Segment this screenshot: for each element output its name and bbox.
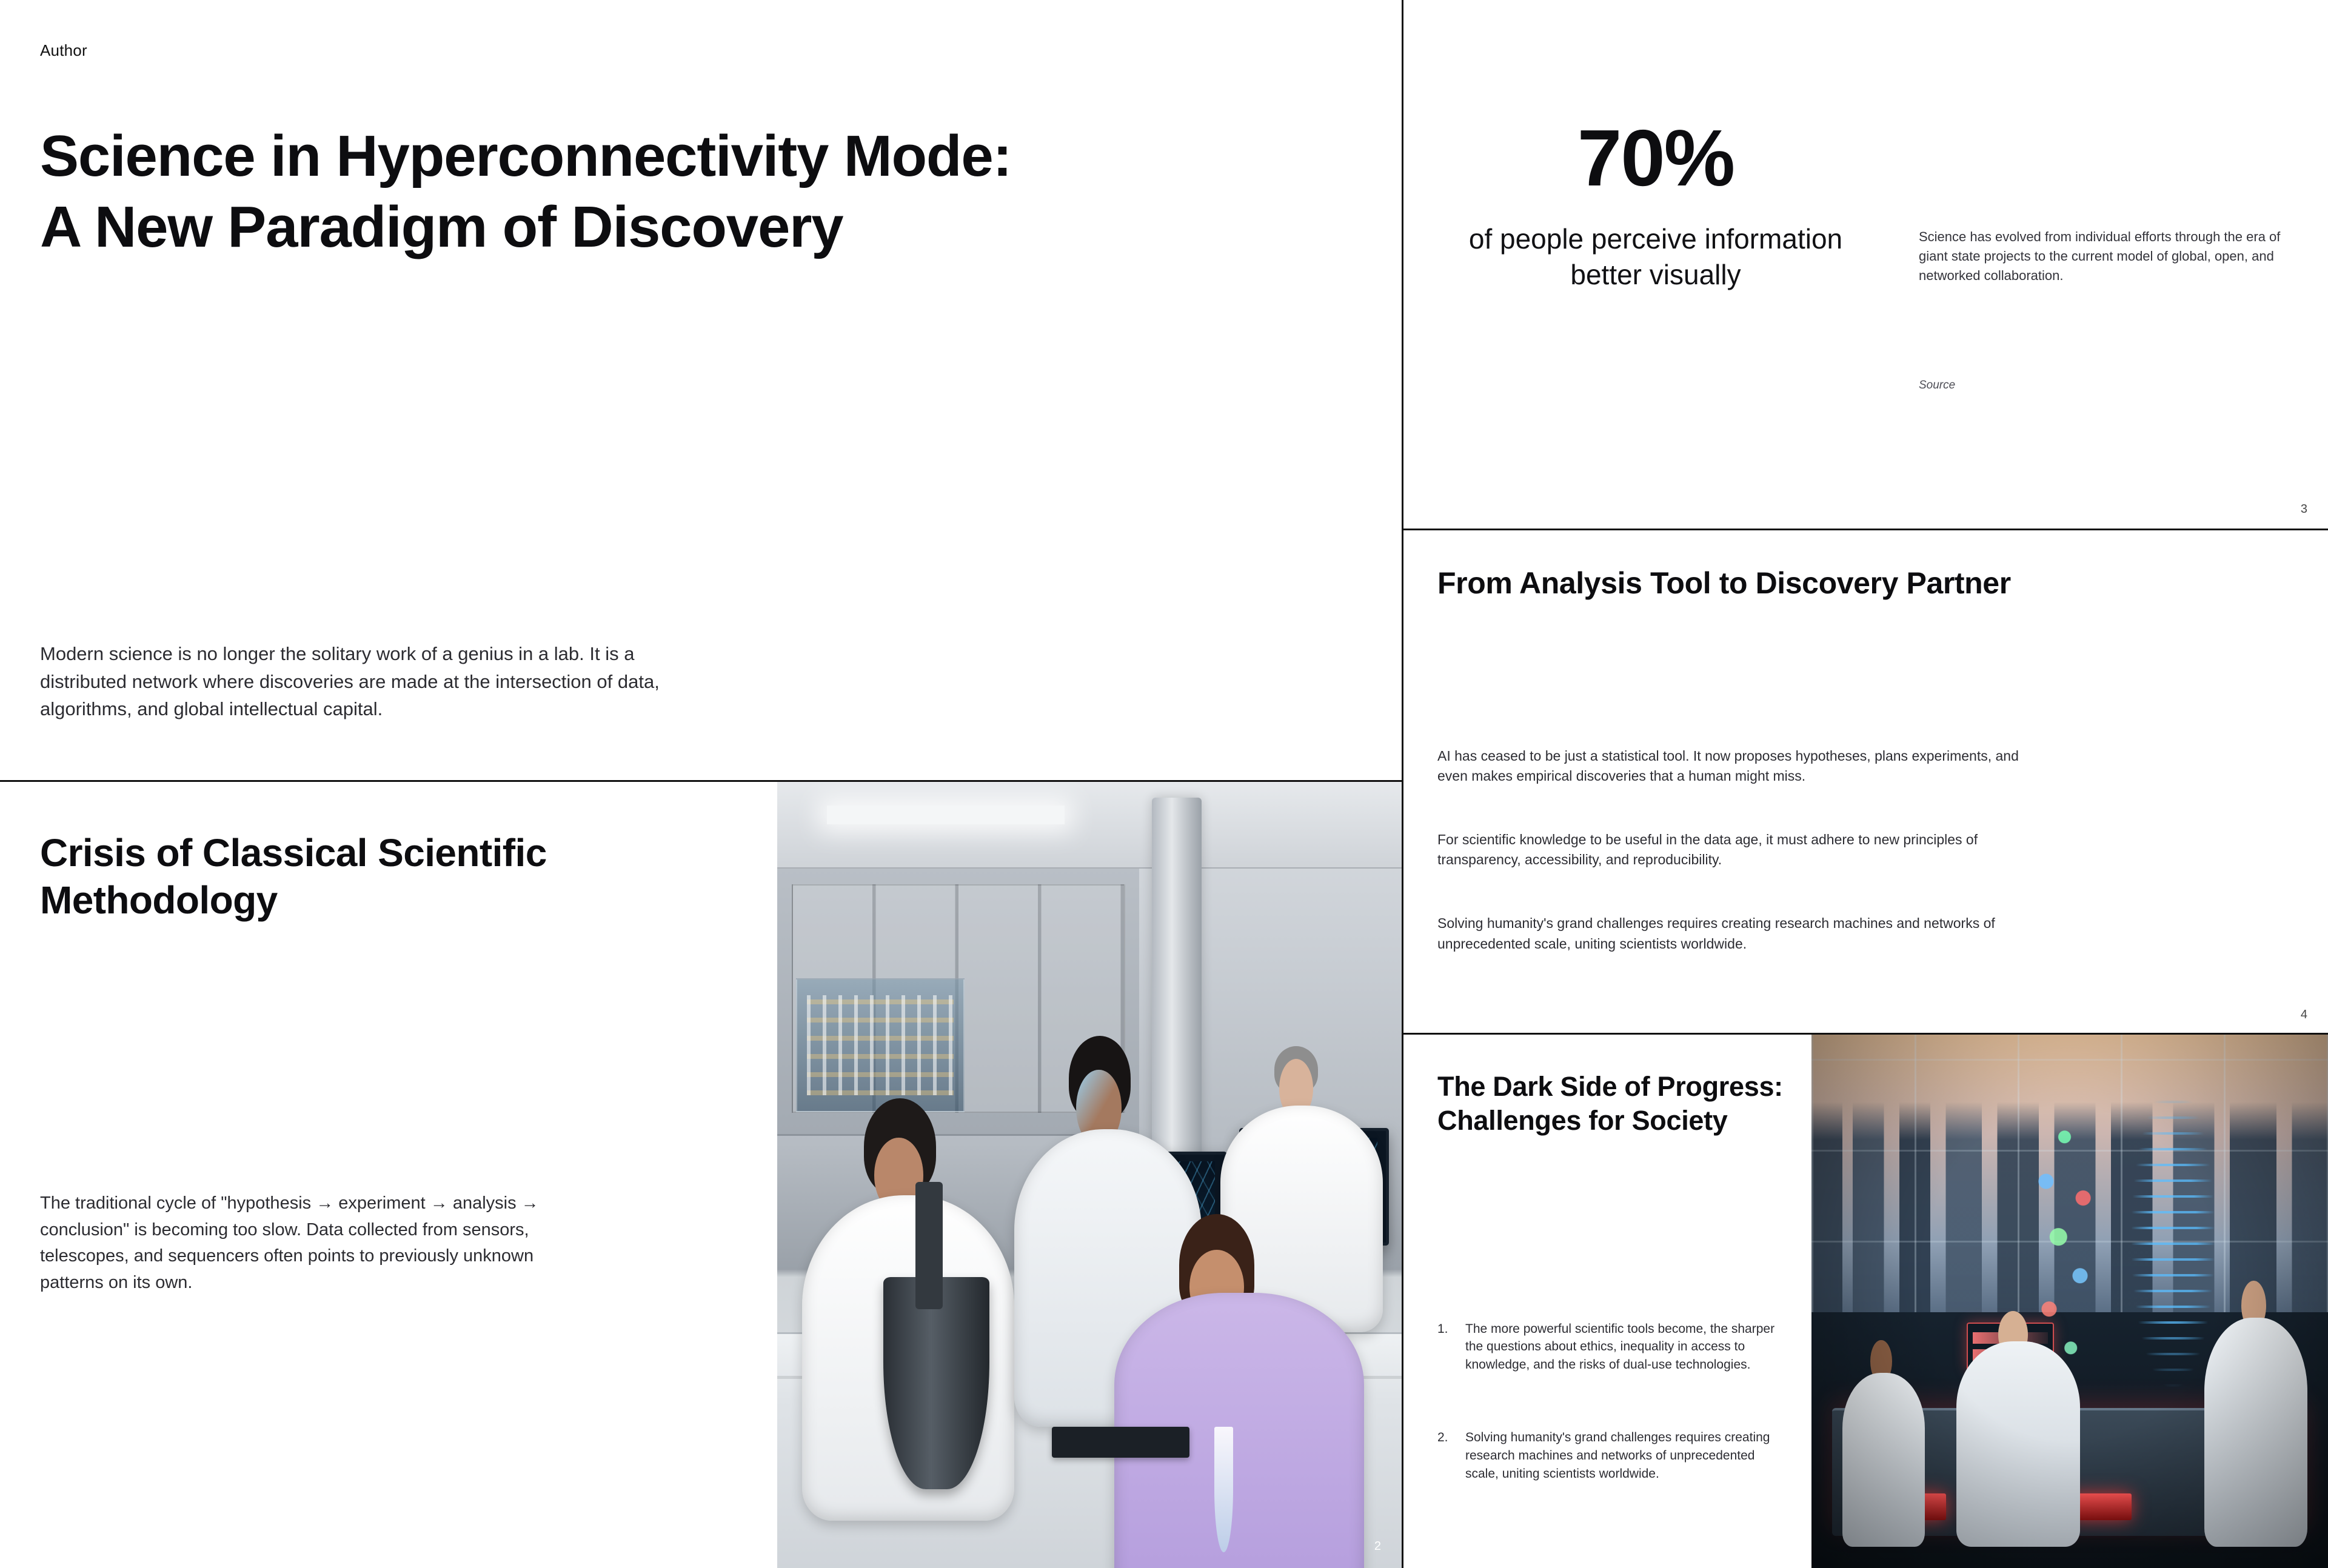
slide-partner-heading: From Analysis Tool to Discovery Partner (1437, 566, 2011, 600)
list-item (1437, 1320, 1777, 1374)
test-tube (1214, 1427, 1233, 1553)
source-label: Source (1919, 379, 1956, 392)
list-item-text: Solving humanity's grand challenges requires creating research machines and networks of unprecedented scale, uniting scientists worldwide. (1465, 1430, 1770, 1481)
slide-crisis-heading: Crisis of Classical Scientific Methodology (40, 831, 547, 922)
laboratory-team-photo (777, 782, 1402, 1568)
stat-subtitle: of people perceive information better visually (1468, 223, 1843, 290)
slide-crisis-of-methodology (0, 782, 1403, 1568)
laboratory-scene-illustration (777, 782, 1402, 1568)
scientist-with-pipette (1114, 1206, 1364, 1568)
keyboard (1052, 1427, 1189, 1458)
slide-dark-heading: The Dark Side of Progress: Challenges for Society (1437, 1071, 1783, 1136)
list-item-text: The more powerful scientific tools become, the sharper the questions about ethics, inequality in access to knowledge, and the risks of dual-use technologies. (1465, 1321, 1775, 1372)
page-title: Science in Hyperconnectivity Mode: A New Paradigm of Discovery (40, 124, 1012, 260)
slide-dark-text-column (1437, 1070, 1813, 1537)
microscope-icon (883, 1277, 989, 1489)
paragraph-2: For scientific knowledge to be useful in the data age, it must adhere to new principles of transparency, accessibility, and reproducibility. (1437, 832, 1978, 868)
futuristic-lab-photo (1811, 1035, 2328, 1568)
title-lede: Modern science is no longer the solitary work of a genius in a lab. It is a distributed network where discoveries are made at the intersection of data, algorithms, and global intellectual capital. (40, 643, 660, 719)
lab-ceiling (777, 782, 1402, 869)
image-vignette (1811, 1035, 2328, 1568)
slide-crisis-text-column (40, 829, 731, 1296)
holographic-lab-illustration (1811, 1035, 2328, 1568)
slide-visual-perception-stat (1403, 0, 2328, 530)
slide-crisis-body: The traditional cycle of "hypothesis → experiment → analysis → conclusion" is becoming too slow. Data collected from sensors, telescopes, and sequencers often points to previously unknown patterns on its own. (40, 1193, 539, 1292)
stat-side-copy: Science has evolved from individual efforts through the era of giant state projects to the current model of global, open, and networked collaboration. (1919, 229, 2281, 283)
paragraph-1: AI has ceased to be just a statistical tool. It now proposes hypotheses, plans experiments, and even makes empirical discoveries that a human might miss. (1437, 748, 2019, 784)
paragraph-3: Solving humanity's grand challenges requires creating research machines and networks of unprecedented scale, uniting scientists worldwide. (1437, 915, 1995, 952)
page-number: 2 (1374, 1540, 1381, 1553)
page-number: 3 (2300, 502, 2307, 516)
slide-dark-side-of-progress (1403, 1035, 2328, 1568)
slide-partner-paragraphs (1437, 746, 2019, 954)
list-marker: 1. (1437, 1321, 1448, 1336)
list-marker: 2. (1437, 1430, 1448, 1444)
stat-block (1437, 113, 1874, 293)
list-item (1437, 1429, 1777, 1483)
author-label: Author (40, 41, 87, 59)
slide-discovery-partner (1403, 530, 2328, 1035)
page-number: 4 (2300, 1008, 2307, 1021)
stat-value: 70% (1577, 113, 1734, 202)
slide-title (0, 0, 1403, 782)
challenges-list (1437, 1320, 1813, 1483)
